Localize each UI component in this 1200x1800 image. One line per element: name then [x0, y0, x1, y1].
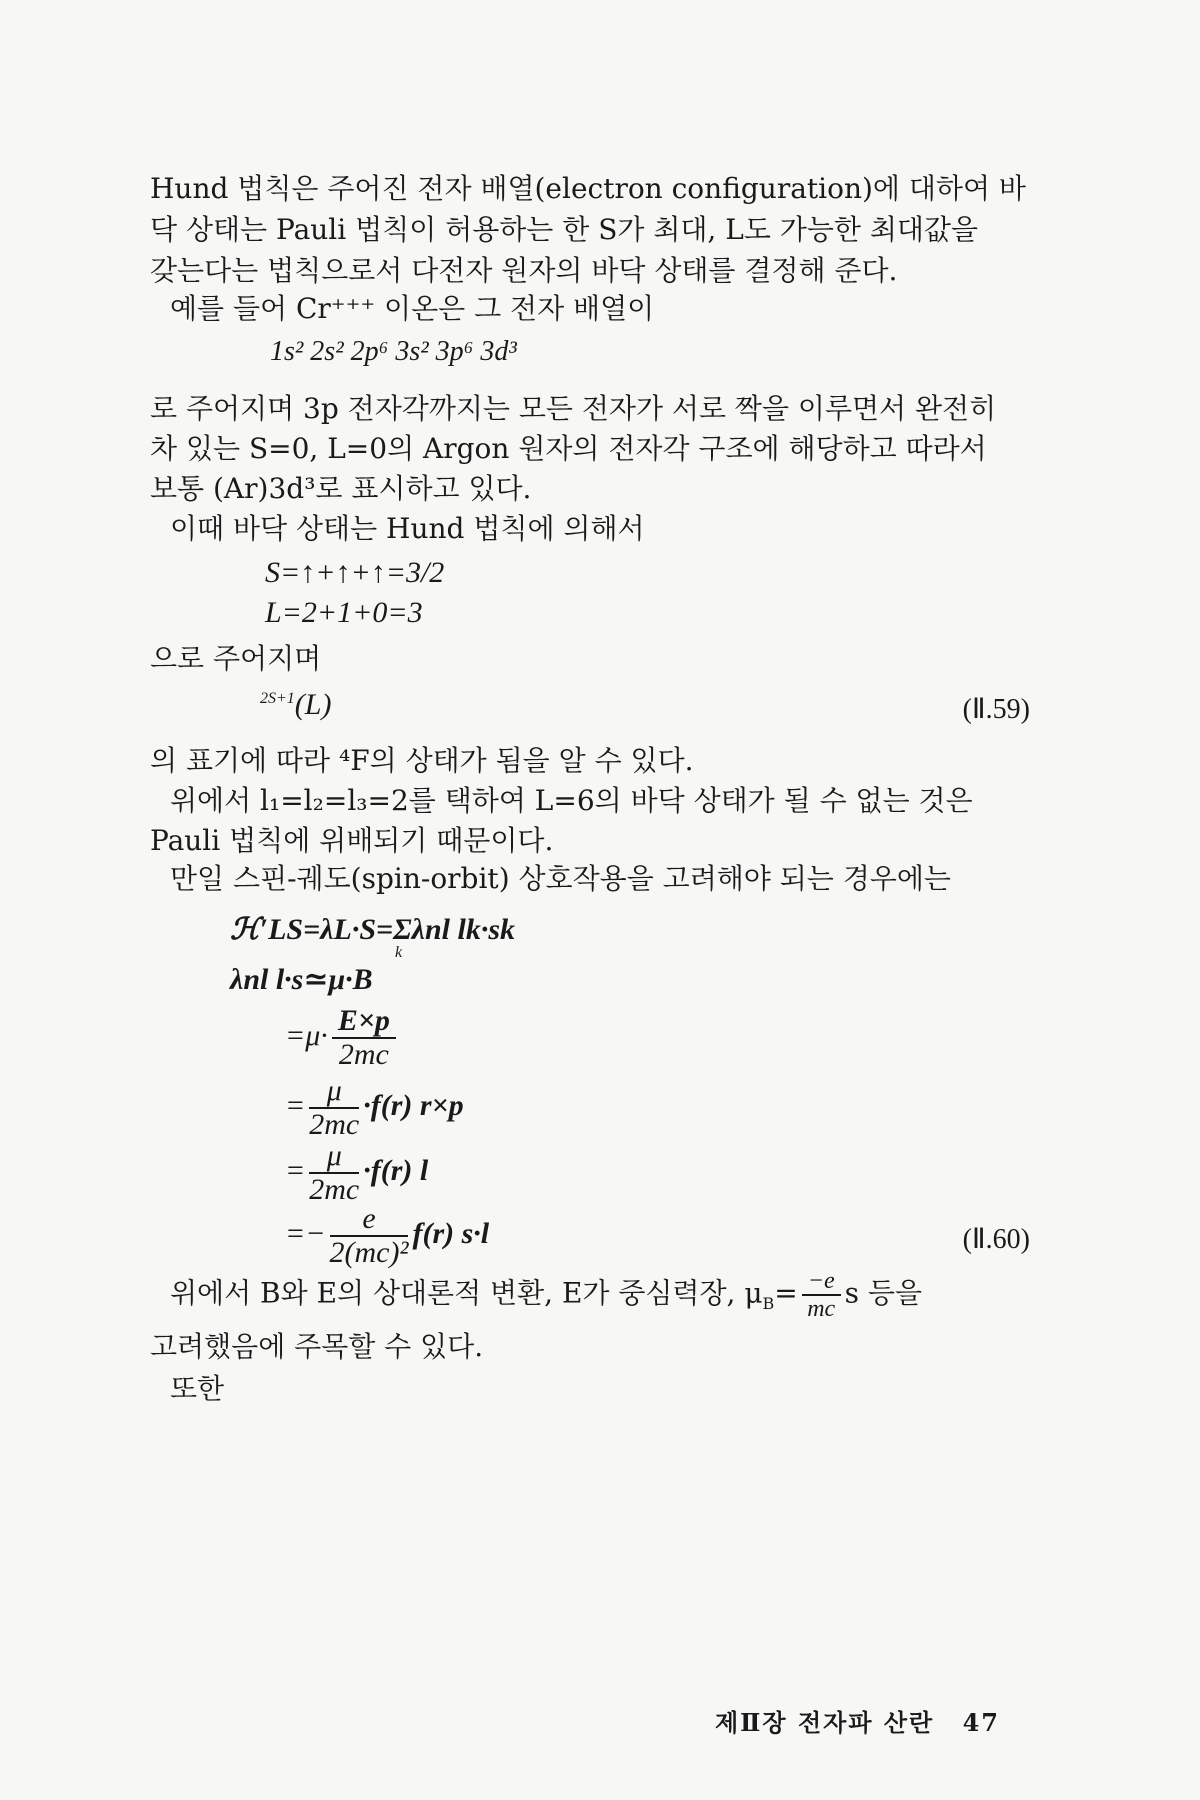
- equation-hamiltonian: ℋ′LS=λL·S=Σλnl lk·sk: [230, 913, 516, 946]
- p9-text-a: 위에서 B와 E의 상대론적 변환, E가 중심력장, μ: [170, 1276, 763, 1310]
- paragraph-line: 만일 스핀-궤도(spin-orbit) 상호작용을 고려해야 되는 경우에는: [170, 862, 951, 895]
- p9-text-c: s 등을: [844, 1276, 922, 1310]
- eq4-denominator: 2mc: [309, 1108, 360, 1141]
- eq6-numerator: e: [330, 1203, 409, 1237]
- term-letter: (L): [294, 688, 332, 721]
- paragraph-line: 또한: [170, 1372, 225, 1405]
- paragraph-line: 고려했음에 주목할 수 있다.: [150, 1330, 484, 1363]
- eq3-denominator: 2mc: [338, 1038, 389, 1071]
- eq5-numerator: μ: [309, 1140, 359, 1174]
- equation-number: (Ⅱ.60): [962, 1224, 1030, 1255]
- paragraph-line: 차 있는 S=0, L=0의 Argon 원자의 전자각 구조에 해당하고 따라서: [150, 432, 987, 465]
- equation-s: S=↑+↑+↑=3/2: [265, 556, 445, 589]
- equation-number: (Ⅱ.59): [962, 694, 1030, 725]
- equation-line-2: λnl l·s≃μ·B: [230, 963, 373, 996]
- paragraph-line: 위에서 l₁=l₂=l₃=2를 택하여 L=6의 바닥 상태가 될 수 없는 것은: [170, 784, 973, 817]
- p9-frac-denominator: mc: [807, 1296, 836, 1322]
- term-symbol: [260, 688, 331, 722]
- paragraph-line: [170, 1268, 1050, 1322]
- eq6-suffix: f(r) s·l: [412, 1216, 490, 1250]
- paragraph-line: 로 주어지며 3p 전자각까지는 모든 전자가 서로 짝을 이루면서 완전히: [150, 392, 997, 425]
- p9-subscript: B: [762, 1294, 775, 1314]
- eq5-prefix: =: [285, 1153, 306, 1187]
- equation-line-5: [285, 1140, 428, 1206]
- equation-line-3: [285, 1005, 400, 1071]
- paragraph-line: 예를 들어 Cr⁺⁺⁺ 이온은 그 전자 배열이: [170, 292, 655, 325]
- eq6-prefix: =−: [285, 1216, 326, 1250]
- paragraph-line: 닥 상태는 Pauli 법칙이 허용하는 한 S가 최대, L도 가능한 최대값을: [150, 213, 979, 246]
- eq4-numerator: μ: [309, 1075, 359, 1109]
- equation-line-6: [285, 1203, 489, 1269]
- p9-text-b: =: [774, 1276, 798, 1310]
- electron-configuration: 1s² 2s² 2p⁶ 3s² 3p⁶ 3d³: [270, 336, 517, 367]
- paragraph-line: 으로 주어지며: [150, 642, 322, 675]
- eq3-numerator: E×p: [332, 1005, 396, 1039]
- page-footer: [715, 1703, 1000, 1738]
- paragraph-line: 의 표기에 따라 ⁴F의 상태가 됨을 알 수 있다.: [150, 744, 694, 777]
- eq5-suffix: ·f(r) l: [363, 1153, 429, 1187]
- paragraph-line: 이때 바닥 상태는 Hund 법칙에 의해서: [170, 512, 645, 545]
- term-superscript: 2S+1: [260, 690, 295, 707]
- equation-l: L=2+1+0=3: [265, 596, 423, 629]
- eq3-prefix: =μ·: [285, 1018, 328, 1052]
- page-number: 47: [962, 1708, 1000, 1737]
- paragraph-line: Pauli 법칙에 위배되기 때문이다.: [150, 824, 554, 857]
- paragraph-line: 보통 (Ar)3d³로 표시하고 있다.: [150, 472, 532, 505]
- paragraph-line: Hund 법칙은 주어진 전자 배열(electron configuration)에 대하여 바: [150, 172, 1026, 205]
- paragraph-line: 갖는다는 법칙으로서 다전자 원자의 바닥 상태를 결정해 준다.: [150, 254, 898, 287]
- equation-line-4: [285, 1075, 464, 1141]
- eq6-denominator: 2(mc)²: [329, 1236, 409, 1269]
- sum-index: k: [395, 944, 403, 961]
- footer-chapter: 제Ⅱ장 전자파 산란: [715, 1708, 935, 1737]
- eq4-prefix: =: [285, 1088, 306, 1122]
- eq4-suffix: ·f(r) r×p: [363, 1088, 464, 1122]
- p9-frac-numerator: −e: [802, 1268, 841, 1296]
- eq5-denominator: 2mc: [309, 1173, 360, 1206]
